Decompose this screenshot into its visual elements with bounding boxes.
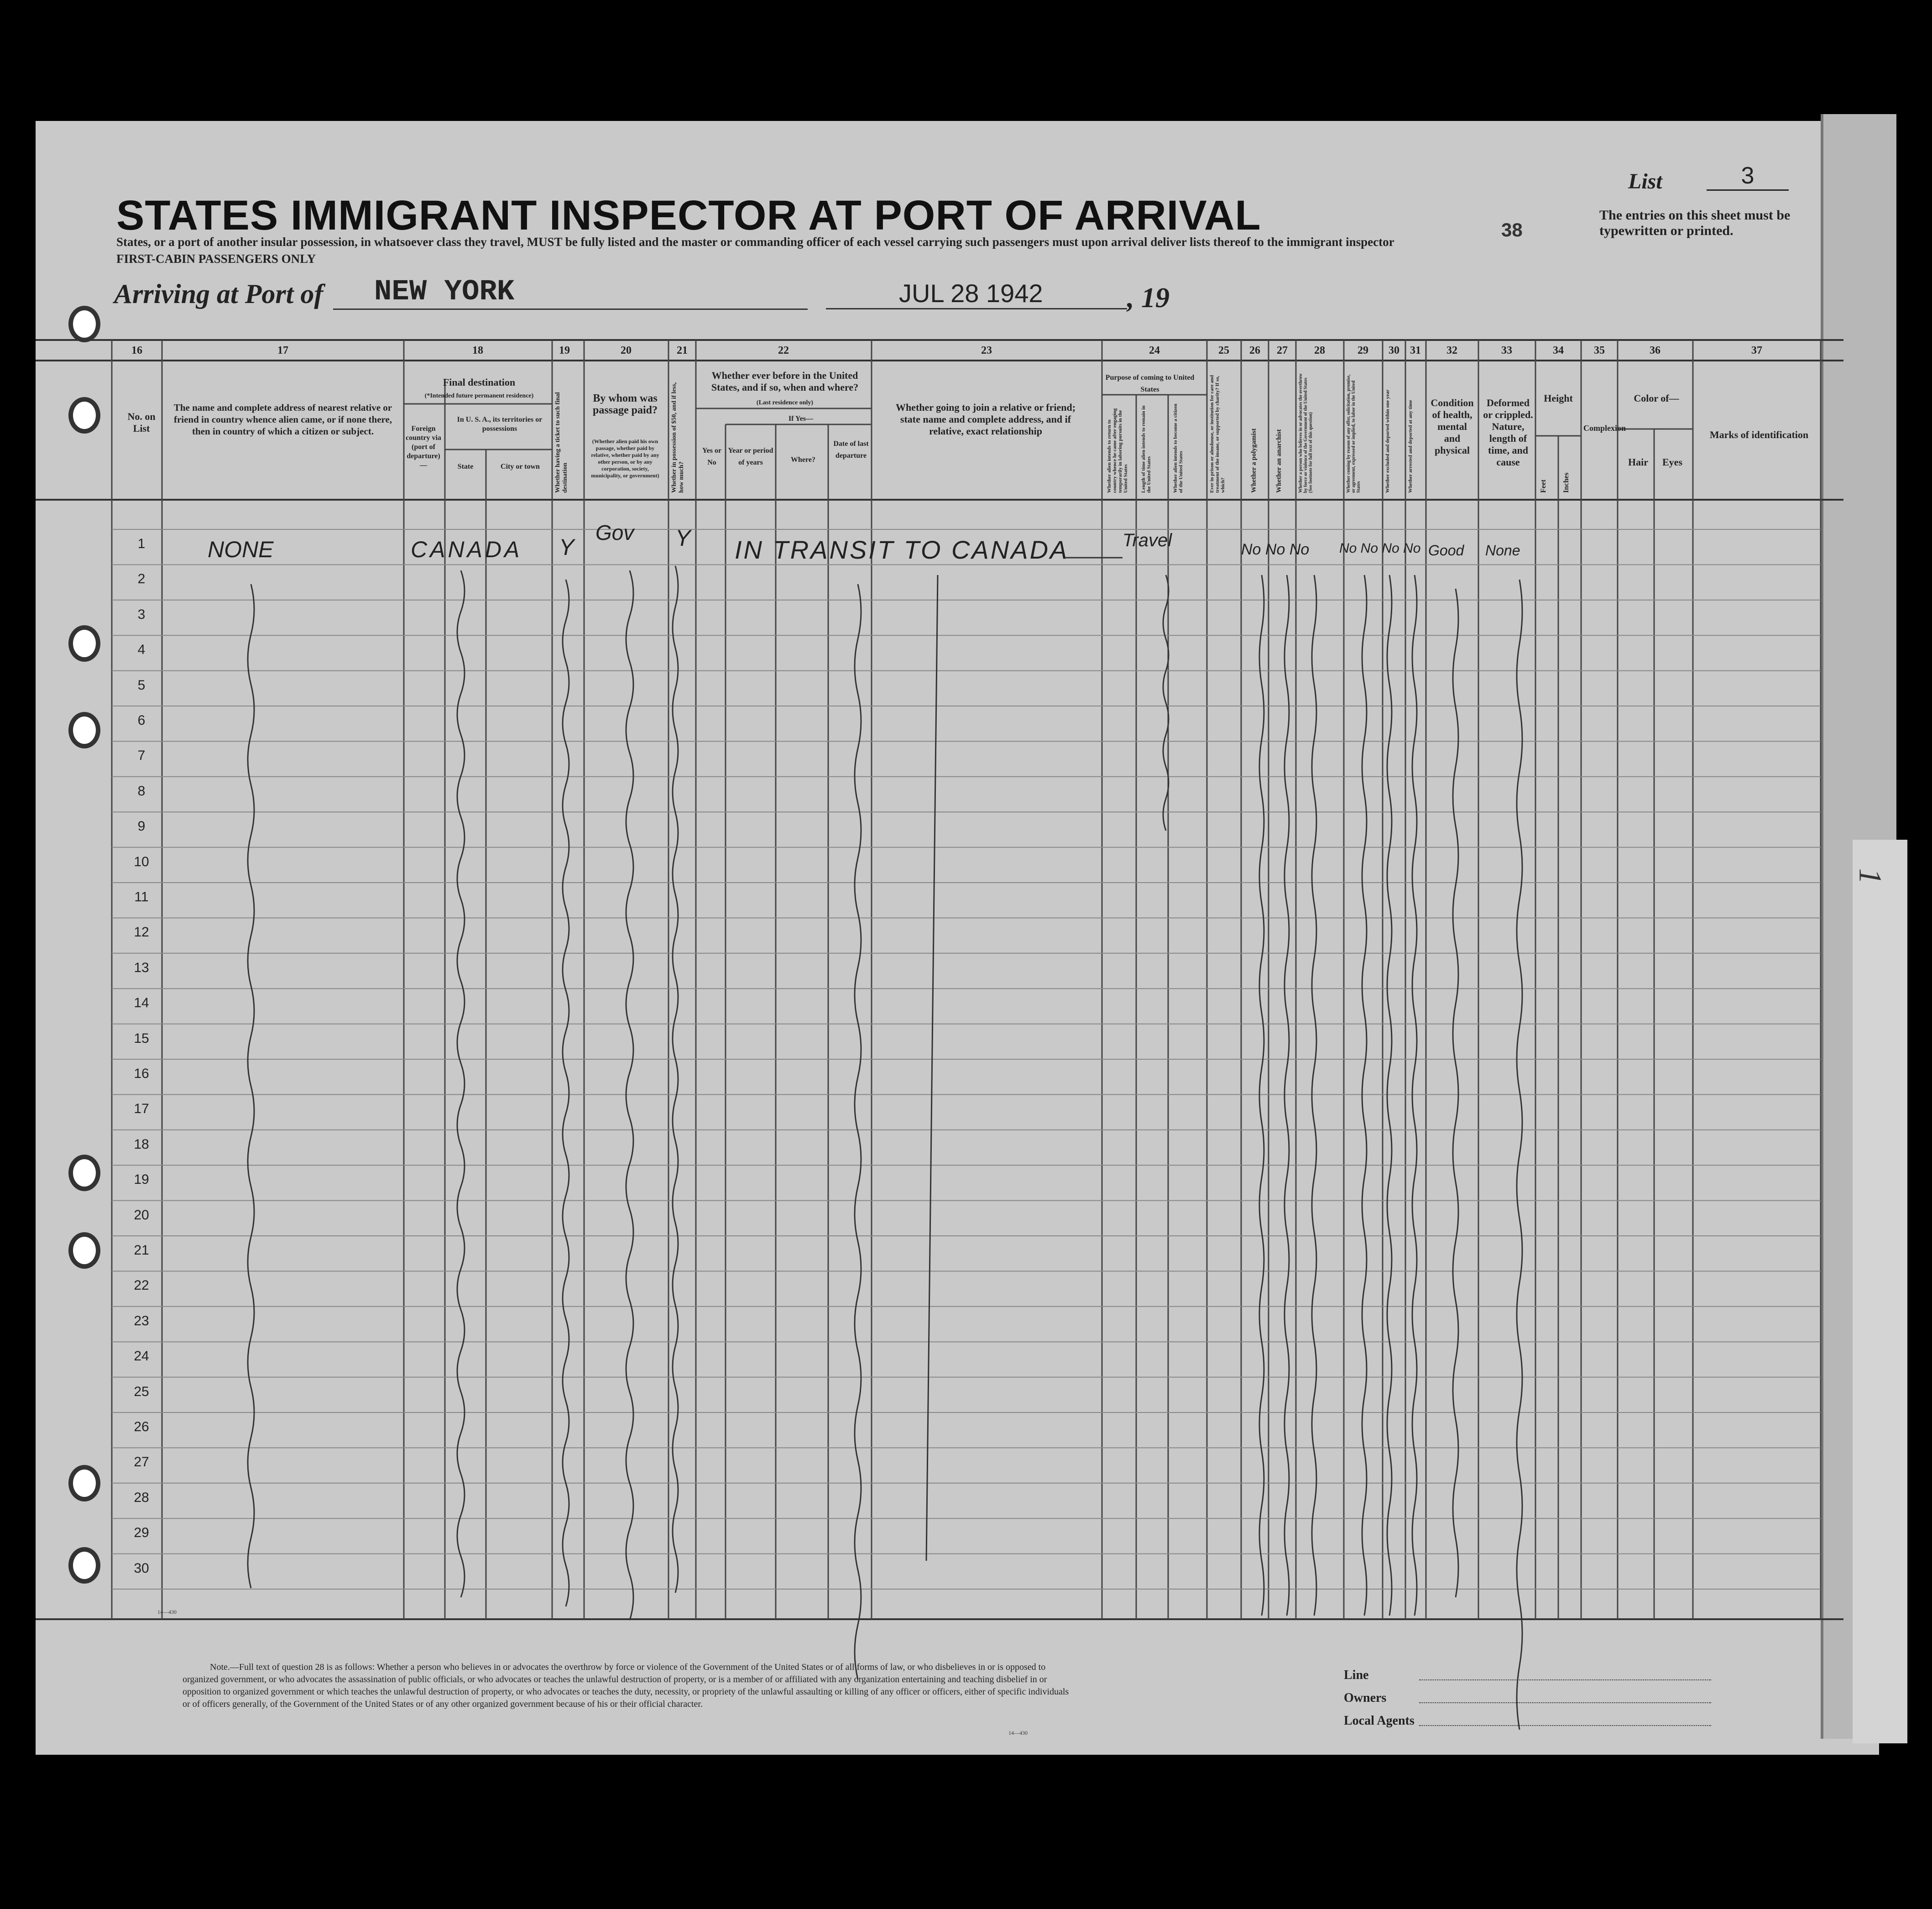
col31-header: Whether arrested and deported at any time [1408, 400, 1413, 493]
ditto-mark [1453, 589, 1458, 1597]
arriving-label: Arriving at Port of [114, 279, 324, 309]
row-number: 14 [134, 995, 149, 1011]
form-code: 14—430 [157, 1609, 177, 1615]
owners-field [1419, 1702, 1711, 1703]
ditto-mark [1412, 575, 1417, 1616]
col36-hair: Hair [1628, 456, 1648, 468]
row-number: 1 [137, 536, 146, 551]
col17-header: The name and complete address of nearest relative or friend in country whence alien came, or if none there, then in country of which a citizen or subject. [173, 402, 392, 437]
row-number: 20 [134, 1207, 149, 1223]
margin-tab-mark: 1 [1852, 868, 1888, 884]
ditto-mark [1285, 575, 1289, 1616]
row-number: 25 [134, 1384, 149, 1399]
owners-label: Owners [1344, 1691, 1387, 1705]
col23-header: Whether going to join a relative or friend; state name and complete address, and if relative, exact relationship [895, 402, 1076, 437]
column-number: 31 [1410, 345, 1421, 356]
column-number: 19 [559, 345, 570, 356]
column-number: 30 [1389, 345, 1399, 356]
col18-usa: In U. S. A., its territories or possessions [457, 416, 543, 433]
col22-yesno: Yes or No [702, 447, 722, 466]
col25-header: Ever in prison or almshouse, or institution for care and treatment of the insane, or supported by charity? If so, which? [1209, 375, 1226, 493]
row-number: 18 [134, 1136, 149, 1152]
col37-header: Marks of identification [1709, 429, 1809, 440]
stamp-number: 38 [1501, 219, 1523, 241]
line-label: Line [1344, 1668, 1369, 1682]
row-number: 2 [137, 571, 146, 587]
ditto-mark [563, 580, 569, 1606]
col18-note: (*Intended future permanent residence) [424, 392, 534, 399]
entry-health: Good [1428, 542, 1464, 559]
column-number: 36 [1650, 345, 1660, 356]
column-number: 25 [1218, 345, 1229, 356]
column-number: 29 [1358, 345, 1368, 356]
col22-date: Date of last departure [833, 440, 869, 460]
row-number: 5 [137, 677, 146, 693]
ditto-mark [626, 570, 633, 1620]
col24-header: Purpose of coming to United States [1105, 374, 1195, 393]
col19-header: Whether having a ticket to such final destination [554, 392, 569, 493]
date-stamp: JUL 28 1942 [826, 278, 1127, 309]
row-number: 27 [134, 1454, 149, 1470]
instructions-text: States, or a port of another insular possession, in whatsoever class they travel, MUST be fully listed and the master or commanding officer of each vessel carrying such passengers must upon arrival deliver lists thereof to the immigrant inspector [116, 235, 1394, 249]
port-value: NEW YORK [333, 276, 808, 310]
col28-header: Whether a person who believes in or advocates the overthrow by force or violence of the Government of the United States (See footnote for full text of this question) [1298, 373, 1313, 493]
col33-header: Deformed or crippled. Nature, length of time, and cause [1483, 397, 1533, 468]
column-number: 32 [1446, 345, 1457, 356]
row-number: 9 [137, 819, 146, 834]
col34-feet: Feet [1540, 479, 1547, 493]
col36-eyes: Eyes [1662, 456, 1682, 468]
col22-ifyes: If Yes— [788, 415, 814, 423]
col24c-header: Whether alien intends to become a citizen of the United States [1173, 403, 1184, 493]
row-number: 11 [134, 889, 149, 905]
row-number: 30 [134, 1560, 149, 1576]
column-number: 17 [277, 345, 288, 356]
line-field [1419, 1679, 1711, 1680]
col18-city: City or town [501, 463, 540, 471]
column-number: 33 [1501, 345, 1512, 356]
col35-header: Complexion [1583, 424, 1626, 433]
year-prefix: , 19 [1127, 282, 1170, 314]
col22-note: (Last residence only) [756, 399, 814, 406]
row-number: 21 [134, 1243, 149, 1258]
col16-header: No. on List [127, 411, 156, 434]
row-number: 13 [134, 960, 149, 975]
col24b-header: Length of time alien intends to remain in the United States [1141, 405, 1152, 493]
column-number: 20 [621, 345, 632, 356]
ditto-mark [1259, 575, 1264, 1616]
form-code-footer: 14—430 [1008, 1730, 1028, 1736]
row-number: 24 [134, 1349, 149, 1364]
entry-ticket: Y [559, 534, 574, 560]
ditto-mark [673, 566, 678, 1593]
col29-header: Whether coming by reason of any offer, solicitation, promise, or agreement, expressed or implied, to labor in the United States [1346, 374, 1361, 493]
ditto-mark [248, 584, 254, 1588]
col18-foreign: Foreign country via (port of departure)— [406, 425, 441, 469]
entry-deformed: None [1485, 542, 1520, 559]
row-number: 12 [134, 925, 149, 940]
list-number: 3 [1707, 162, 1789, 191]
ditto-mark [1517, 580, 1522, 1730]
column-number: 18 [472, 345, 483, 356]
col34-header: Height [1544, 392, 1573, 404]
column-number: 26 [1249, 345, 1260, 356]
column-number: 24 [1149, 345, 1160, 356]
row-number: 4 [137, 642, 146, 658]
column-number: 21 [677, 345, 688, 356]
col18-header: Final destination [443, 377, 516, 388]
row-number: 22 [134, 1278, 149, 1293]
col30-header: Whether excluded and deported within one year [1385, 389, 1390, 493]
list-label: List [1628, 169, 1662, 194]
column-number: 28 [1314, 345, 1325, 356]
row-number: 7 [137, 748, 146, 764]
entries-note: The entries on this sheet must be typewritten or printed. [1599, 208, 1791, 238]
ditto-mark [457, 570, 465, 1597]
row-number: 16 [134, 1066, 149, 1081]
row-number: 3 [137, 607, 146, 622]
ditto-mark [1387, 575, 1392, 1616]
entry-money: Y [675, 525, 691, 551]
row-number: 10 [134, 854, 149, 869]
entry-passage: Gov [595, 521, 634, 544]
row-number: 6 [137, 713, 146, 728]
col22-year: Year or period of years [728, 447, 773, 466]
row-number: 26 [134, 1419, 149, 1434]
entry-relative: NONE [208, 537, 274, 562]
row-number: 8 [137, 783, 146, 799]
column-number: 34 [1553, 345, 1564, 356]
col32-header: Condition of health, mental and physical [1431, 397, 1474, 456]
ditto-mark [1362, 575, 1367, 1616]
column-number: 23 [981, 345, 992, 356]
entry-transit: IN TRANSIT TO CANADA [735, 535, 1069, 564]
column-number: 27 [1277, 345, 1288, 356]
row-number: 17 [134, 1101, 149, 1117]
row-number: 19 [134, 1172, 149, 1187]
col27-header: Whether an anarchist [1275, 429, 1283, 493]
col18-state: State [457, 463, 474, 471]
column-number: 35 [1594, 345, 1605, 356]
col36-header: Color of— [1634, 392, 1679, 404]
col21-header: Whether in possession of $50, and if less, how much? [671, 382, 685, 493]
row-number: 15 [134, 1030, 149, 1046]
row-number: 23 [134, 1313, 149, 1328]
entry-destination: CANADA [411, 537, 522, 562]
col20-note: (Whether alien paid his own passage, whether paid by relative, whether paid by any other person, or by any corporation, society, municipality, or government) [591, 438, 659, 479]
row-number: 28 [134, 1490, 149, 1505]
footnote-q28: Note.—Full text of question 28 is as follows: Whether a person who believes in or advocates the overthrow by force or violence of the Government of the United States or of all forms of law, or who disbelieves in or is opposed to organized government, or who advocates the assassination of public officials, or who advocates or teaches the unlawful destruction of property, or is a member of or affiliated with any organization entertaining and teaching disbelief in or opposition to organized government or which teaches the unlawful destruction of property, or who advocates or teaches the duty, necessity, or propriety of the unlawful assaulting or killing of any officer or officers, either of specific individuals or of officers generally, of the Government of the United States or of any other organized government because of his or their official character. [183, 1662, 1069, 1709]
col22-where: Where? [791, 456, 815, 464]
column-number: 22 [778, 345, 789, 356]
ditto-mark [1312, 575, 1316, 1616]
col34-inches: Inches [1562, 472, 1570, 493]
column-number: 16 [131, 345, 142, 356]
agents-label: Local Agents [1344, 1714, 1415, 1728]
row-number: 29 [134, 1525, 149, 1541]
col20-header: By whom was passage paid? [592, 392, 658, 416]
entry-purpose: Travel [1123, 530, 1172, 550]
col26-header: Whether a polygamist [1250, 428, 1258, 493]
entry-r25-27: No No No [1241, 541, 1310, 558]
ditto-mark [855, 584, 861, 1679]
agents-field [1419, 1725, 1711, 1726]
page-title: STATES IMMIGRANT INSPECTOR AT PORT OF ARRIVAL [116, 192, 1261, 239]
column-number: 37 [1751, 345, 1762, 356]
class-line: FIRST-CABIN PASSENGERS ONLY [116, 252, 316, 266]
entry-r28-31: No No No No [1339, 541, 1421, 556]
col24a-header: Whether alien intends to return to country whence he came after engaging temporarily in laboring pursuits in the United States [1107, 408, 1128, 493]
col22-header: Whether ever before in the United States, and if so, when and where? [711, 370, 859, 393]
